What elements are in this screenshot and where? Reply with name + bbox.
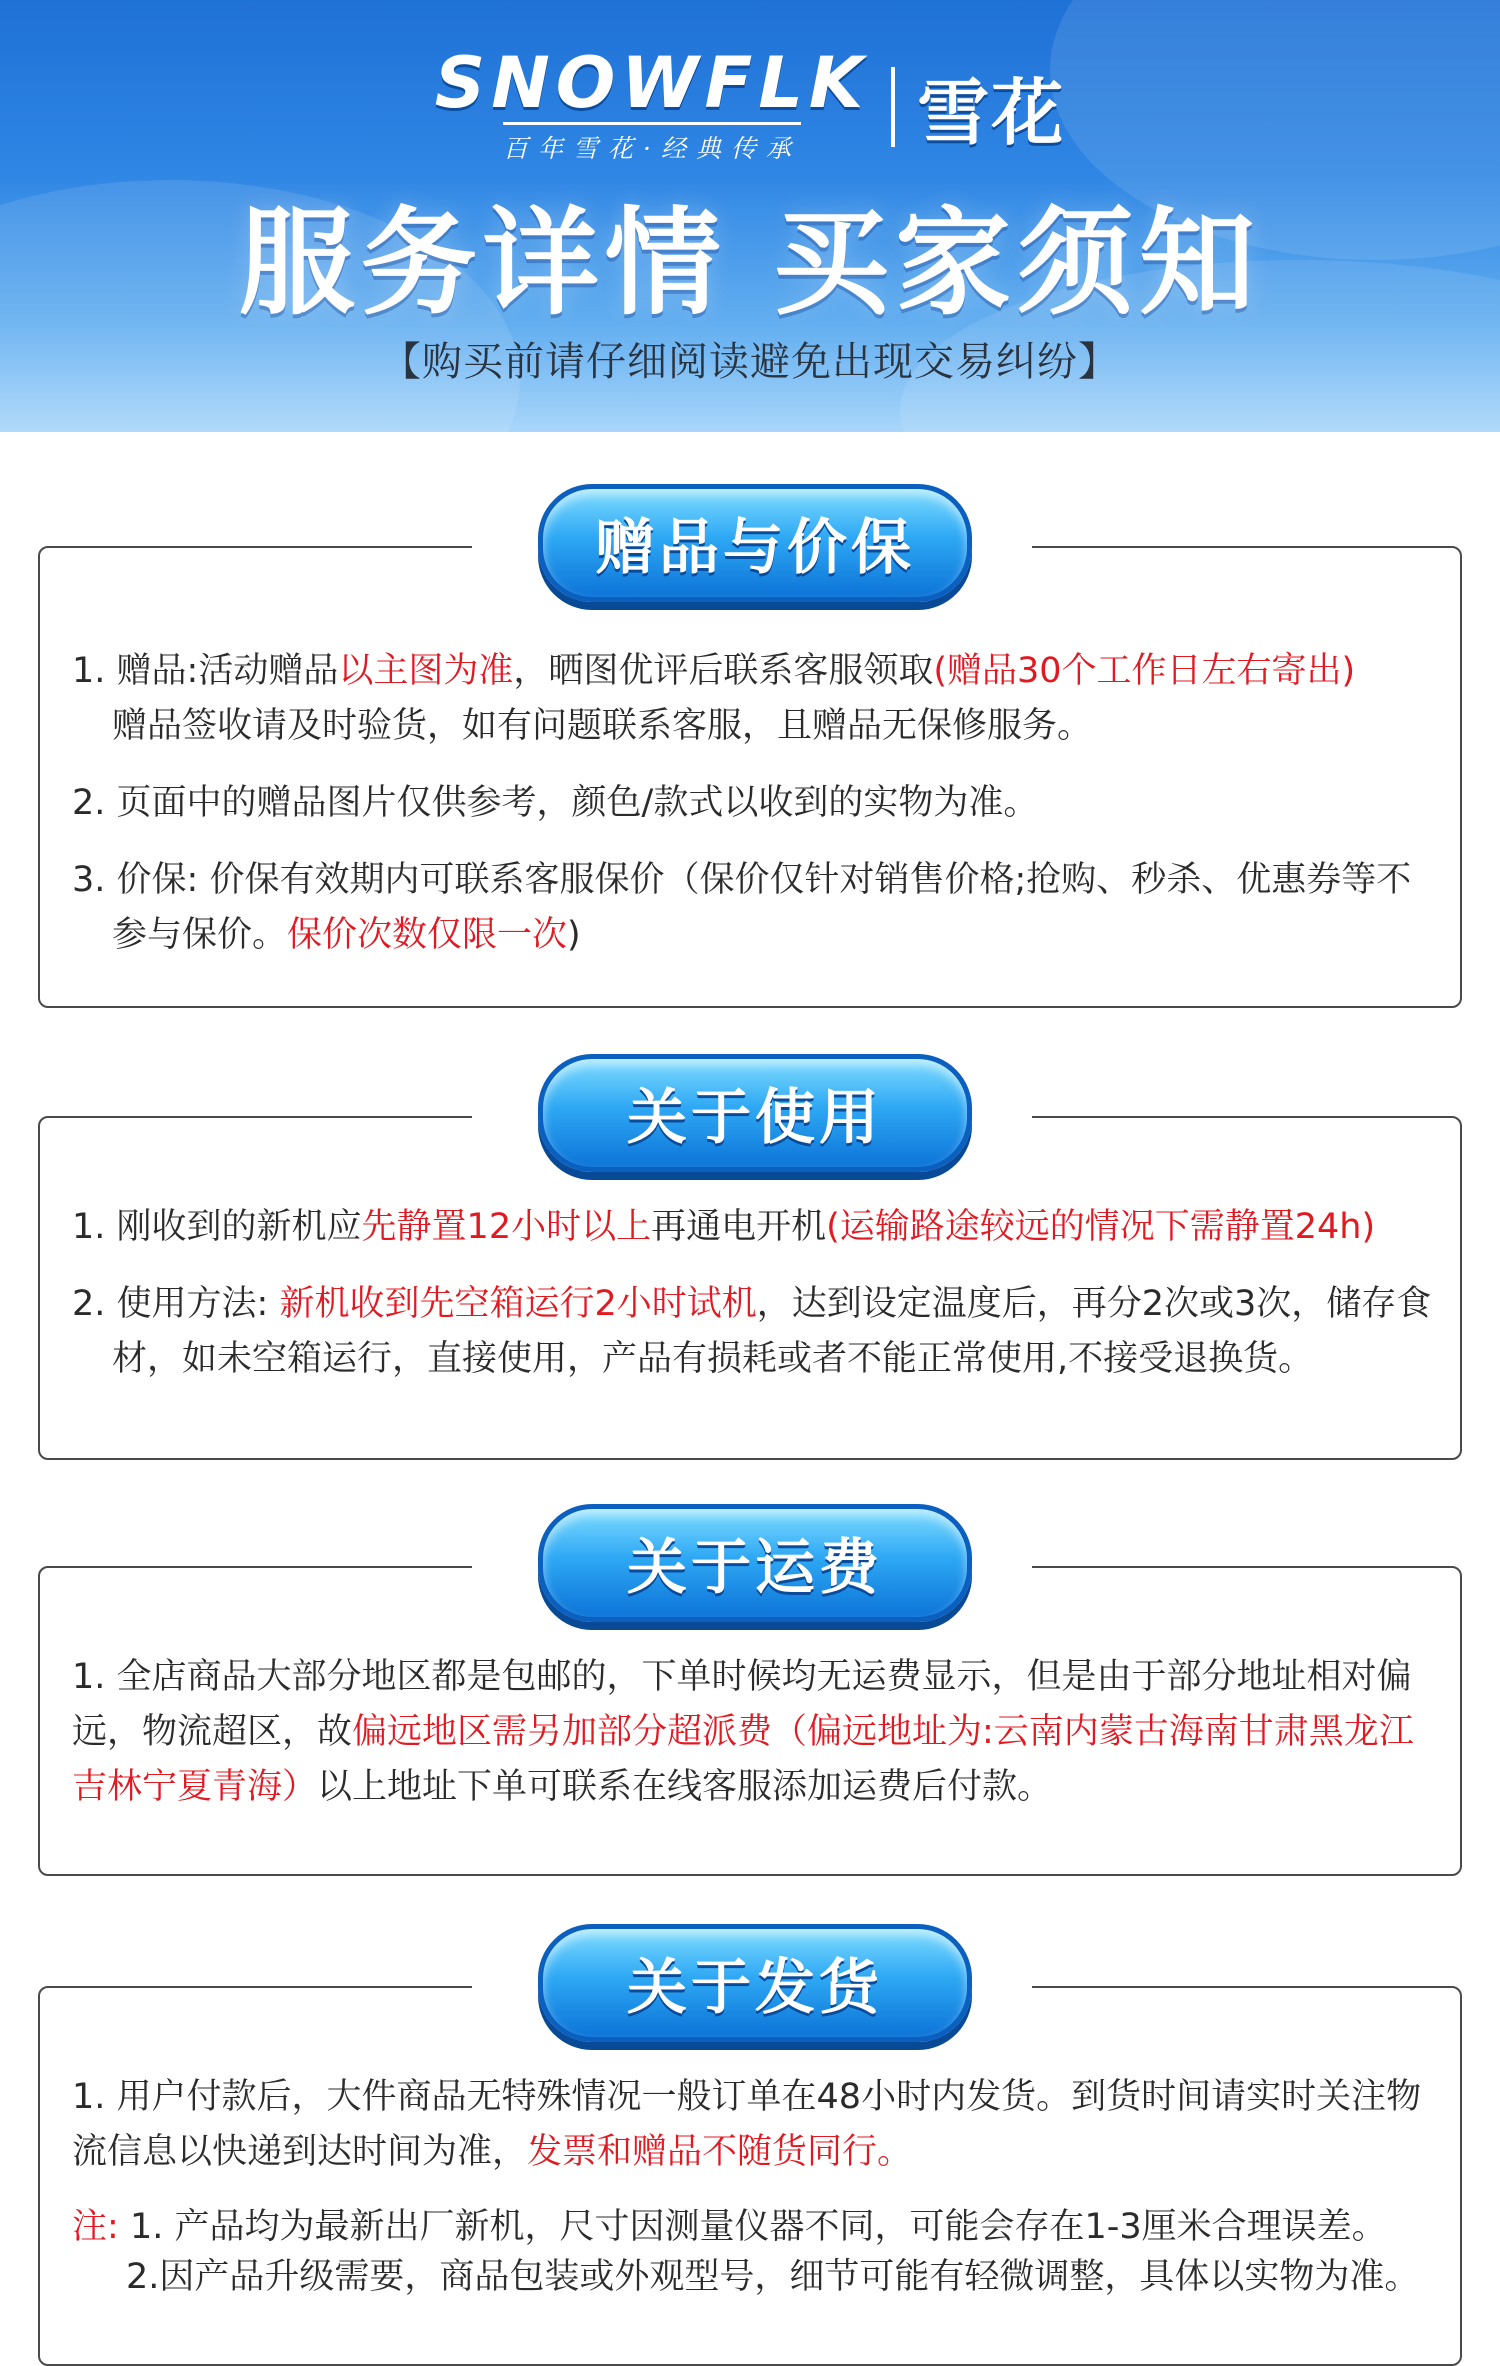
- brand-logo: [0, 42, 1500, 165]
- logo-brand-en: SNOWFLK: [434, 42, 870, 124]
- section-delivery: [38, 1953, 1462, 2366]
- list-item: 1. 全店商品大部分地区都是包邮的，下单时候均无运费显示，但是由于部分地址相对偏远，物流超区，故偏远地区需另加部分超派费（偏远地址为:云南内蒙古海南甘肃黑龙江吉林宁夏青海）以上地址下单可联系在线客服添加运费后付款。: [72, 1657, 1414, 1807]
- list-item: 3. 价保: 价保有效期内可联系客服保价（保价仅针对销售价格;抢购、秒杀、优惠券等不参与保价。保价次数仅限一次): [72, 860, 1412, 955]
- page-title: 服务详情 买家须知: [238, 196, 1262, 331]
- section-title-badge: [538, 1504, 972, 1622]
- section-title-badge: [538, 1054, 972, 1172]
- list-item: 1. 刚收到的新机应先静置12小时以上再通电开机(运输路途较远的情况下需静置24h): [72, 1207, 1376, 1247]
- note-label: 注:: [72, 2207, 119, 2247]
- section-title: 关于运费: [627, 1533, 883, 1603]
- logo-brand-cn: 雪花: [917, 69, 1066, 155]
- section-gift-price-protection: [38, 513, 1462, 1008]
- list-item: 2. 使用方法: 新机收到先空箱运行2小时试机，达到设定温度后，再分2次或3次，储存食材，如未空箱运行，直接使用，产品有损耗或者不能正常使用,不接受退换货。: [72, 1284, 1432, 1379]
- logo-english: [434, 42, 870, 165]
- note-line: 1. 产品均为最新出厂新机，尺寸因测量仪器不同，可能会存在1-3厘米合理误差。: [129, 2207, 1387, 2247]
- note: [72, 2202, 1432, 2302]
- logo-divider: [891, 67, 895, 147]
- section-title-badge: [538, 484, 972, 602]
- section-title: 赠品与价保: [595, 513, 915, 583]
- section-title-badge: [538, 1924, 972, 2042]
- header-banner: [0, 0, 1500, 432]
- section-title: 关于使用: [627, 1083, 883, 1153]
- page-subtitle: 【购买前请仔细阅读避免出现交易纠纷】: [381, 339, 1119, 385]
- list-item: 1. 赠品:活动赠品以主图为准，晒图优评后联系客服领取(赠品30个工作日左右寄出) 赠品签收请及时验货，如有问题联系客服，且赠品无保修服务。: [72, 651, 1356, 746]
- list-item: 2. 页面中的赠品图片仅供参考，颜色/款式以收到的实物为准。: [72, 783, 1039, 823]
- section-title: 关于发货: [627, 1953, 883, 2023]
- logo-slogan: 百年雪花·经典传承: [503, 122, 801, 165]
- section-usage: [38, 1083, 1462, 1460]
- section-shipping-fee: [38, 1533, 1462, 1876]
- list-item: 1. 用户付款后，大件商品无特殊情况一般订单在48小时内发货。到货时间请实时关注物流信息以快递到达时间为准，发票和赠品不随货同行。: [72, 2077, 1422, 2172]
- note-line: 2.因产品升级需要，商品包装或外观型号，细节可能有轻微调整，具体以实物为准。: [126, 2257, 1420, 2297]
